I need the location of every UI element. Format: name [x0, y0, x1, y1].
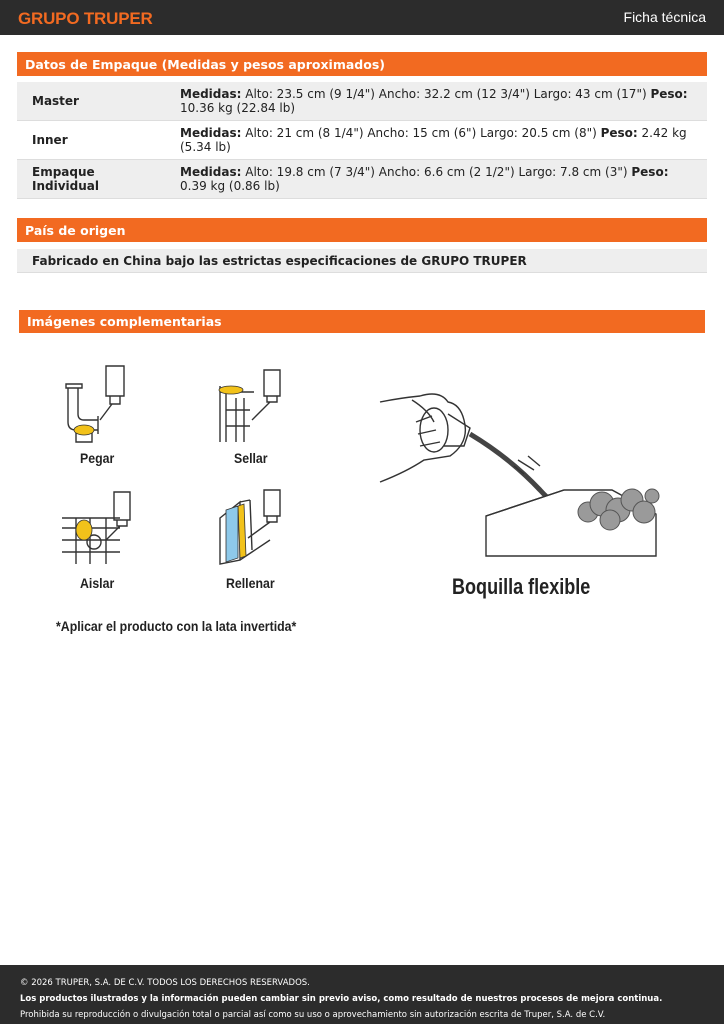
- nozzle-caption: Boquilla flexible: [452, 574, 591, 599]
- table-row: [17, 121, 707, 160]
- table-row: [17, 82, 707, 121]
- row-label: Inner: [32, 133, 68, 147]
- peso-label: Peso:: [631, 165, 669, 179]
- table-row: [17, 160, 707, 199]
- medidas-value: Alto: 19.8 cm (7 3/4") Ancho: 6.6 cm (2 1/2") Largo: 7.8 cm (3"): [241, 165, 632, 179]
- inverted-can-note: *Aplicar el producto con la lata invertida*: [56, 618, 297, 634]
- medidas-value: Alto: 21 cm (8 1/4") Ancho: 15 cm (6") Largo: 20.5 cm (8"): [241, 126, 601, 140]
- pegar-caption: Pegar: [80, 450, 115, 466]
- origin-heading: País de origen: [17, 218, 707, 242]
- top-bar: [0, 0, 724, 35]
- row-label: Master: [17, 82, 164, 121]
- peso-label: Peso:: [600, 126, 638, 140]
- boquilla-icon: [380, 394, 656, 556]
- peso-value: 10.36 kg (22.84 lb): [180, 101, 296, 115]
- aislar-icon: [62, 492, 130, 564]
- packaging-table: [17, 82, 707, 199]
- row-value: [164, 160, 707, 199]
- medidas-label: Medidas:: [180, 165, 242, 179]
- origin-text: Fabricado en China bajo las estrictas especificaciones de GRUPO TRUPER: [17, 249, 707, 273]
- aislar-caption: Aislar: [80, 575, 115, 591]
- panel-glass-icon: [226, 506, 238, 562]
- sheet-title: Ficha técnica: [623, 9, 706, 25]
- row-value: [164, 82, 707, 121]
- row-value: [164, 121, 707, 160]
- footer-legal: Prohibida su reproducción o divulgación total o parcial así como su uso o aprovechamiento sin autorización escrita de Truper, S.A. de C.V.: [20, 1010, 606, 1020]
- peso-label: Peso:: [650, 87, 688, 101]
- medidas-label: Medidas:: [180, 126, 242, 140]
- footer-copyright: © 2026 TRUPER, S.A. DE C.V. TODOS LOS DERECHOS RESERVADOS.: [20, 978, 310, 988]
- footer: [0, 965, 724, 1024]
- usage-drawings: [40, 350, 680, 650]
- medidas-label: Medidas:: [180, 87, 242, 101]
- footer-notice: Los productos ilustrados y la información pueden cambiar sin previo aviso, como resultado de nuestros procesos de mejora continua.: [20, 994, 663, 1004]
- medidas-value: Alto: 23.5 cm (9 1/4") Ancho: 32.2 cm (12 3/4") Largo: 43 cm (17"): [241, 87, 651, 101]
- sellar-caption: Sellar: [234, 450, 268, 466]
- peso-value: 0.39 kg (0.86 lb): [180, 179, 280, 193]
- packaging-heading: Datos de Empaque (Medidas y pesos aproximados): [17, 52, 707, 76]
- row-label: Empaque Individual: [17, 160, 164, 199]
- peso-value: 2.42 kg (5.34 lb): [180, 126, 687, 154]
- sellar-icon: [220, 370, 280, 442]
- rellenar-caption: Rellenar: [226, 575, 275, 591]
- images-heading: Imágenes complementarias: [19, 310, 705, 333]
- brand-logo: GRUPO TRUPER: [18, 9, 153, 28]
- usage-illustrations: [40, 350, 680, 650]
